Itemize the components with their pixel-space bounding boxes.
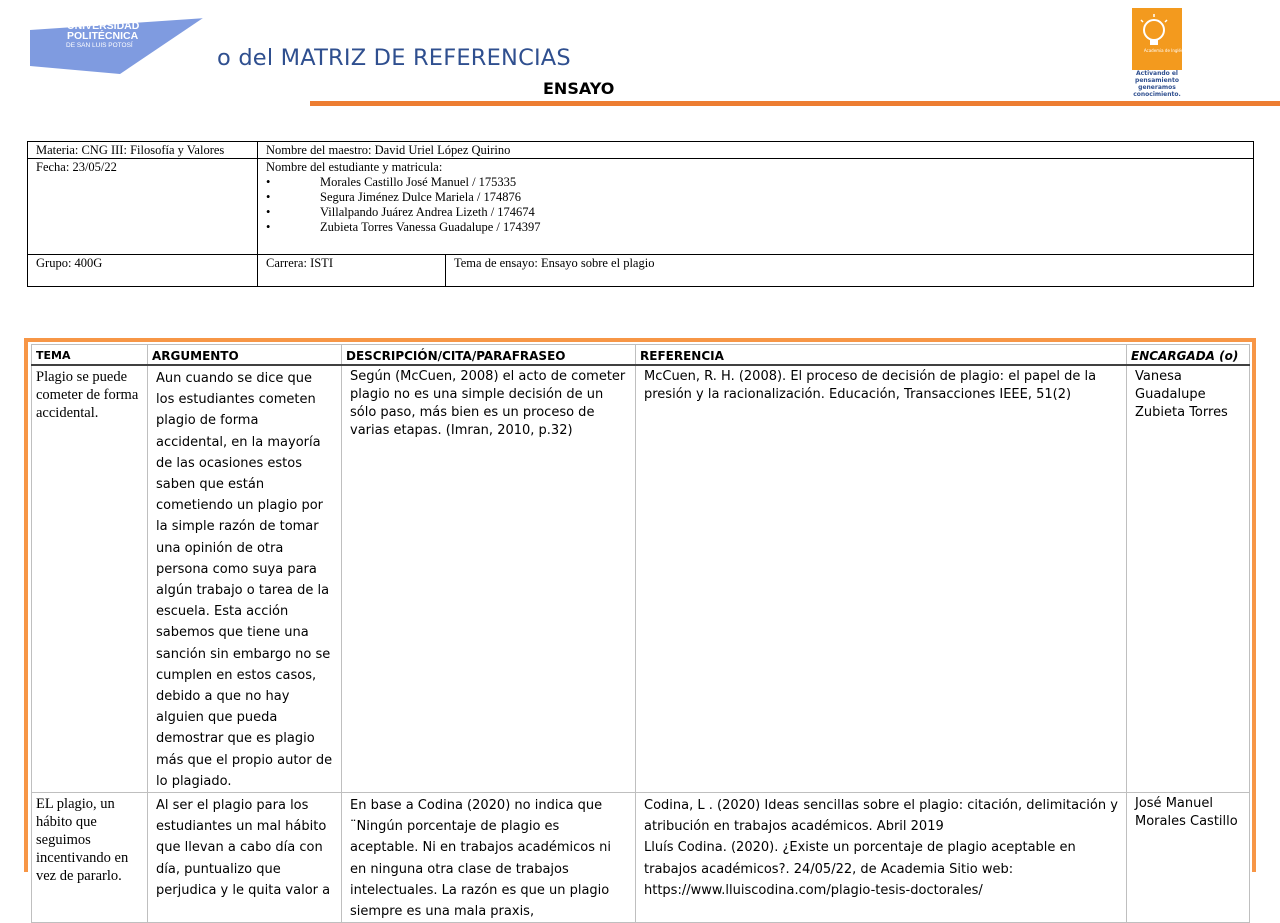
bullet: • [266,175,271,189]
students-label: Nombre del estudiante y matricula: [266,160,443,174]
logo-line-3: DE SAN LUIS POTOSÍ [66,42,133,49]
career-cell: Carrera: ISTI [258,255,446,287]
academy-tagline: Activando el pensamiento generamos conocimiento. [1133,70,1181,98]
university-logo-graphic [30,16,206,74]
university-logo [30,16,206,74]
bullet: • [266,205,271,219]
student-name: Segura Jiménez Dulce Mariela / 174876 [320,190,521,204]
referencia-cell [636,793,1127,923]
document-subtitle: ENSAYO [543,79,615,98]
header-divider [310,101,1280,106]
reference-entry: Lluís Codina. (2020). ¿Existe un porcentaje de plagio aceptable en trabajos académicos?. 24/05/22, de Academia Sitio web: https://www.lluiscodina.com/plagio-tesis-doctorales/ [644,840,1076,898]
academy-logo [1117,8,1201,98]
encargada-cell: Vanesa Guadalupe Zubieta Torres [1127,365,1250,793]
logo-line-2: POLITÉCNICA [67,30,139,42]
tema-cell: EL plagio, un hábito que seguimos incentivando en vez de pararlo. [32,793,148,923]
logo-line-1: UNIVERSIDAD [67,20,140,32]
date-cell: Fecha: 23/05/22 [28,159,258,255]
document-title: o del MATRIZ DE REFERENCIAS [217,45,571,71]
student-item [266,175,1245,190]
student-item [266,205,1245,220]
descripcion-cell: Según (McCuen, 2008) el acto de cometer plagio no es una simple decisión de un sólo paso, más bien es un proceso de varias etapas. (Imran, 2010, p.32) [342,365,636,793]
teacher-cell: Nombre del maestro: David Uriel López Quirino [258,142,1254,159]
student-name: Villalpando Juárez Andrea Lizeth / 174674 [320,205,535,219]
student-item [266,190,1245,205]
header-descripcion: DESCRIPCIÓN/CITA/PARAFRASEO [342,345,636,366]
group-cell: Grupo: 400G [28,255,258,287]
course-info-table [27,141,1254,287]
matrix-header-row [32,345,1250,366]
reference-matrix-table [31,344,1250,923]
subject-cell: Materia: CNG III: Filosofía y Valores [28,142,258,159]
table-row [32,365,1250,793]
student-item [266,220,1245,235]
tema-cell: Plagio se puede cometer de forma accidental. [32,365,148,793]
reference-entry: Codina, L . (2020) Ideas sencillas sobre el plagio: citación, delimitación y atribución en trabajos académicos. Abril 2019 [644,798,1118,835]
student-name: Zubieta Torres Vanessa Guadalupe / 174397 [320,220,541,234]
essay-topic-cell: Tema de ensayo: Ensayo sobre el plagio [446,255,1254,287]
header-encargada: ENCARGADA (o) [1127,345,1250,366]
bullet: • [266,190,271,204]
referencia-cell: McCuen, R. H. (2008). El proceso de decisión de plagio: el papel de la presión y la racionalización. Educación, Transacciones IEEE, 51(2) [636,365,1127,793]
table-row [32,793,1250,923]
students-cell [258,159,1254,255]
academy-box-text: Academia de Inglés General [1143,48,1201,53]
argumento-cell: Al ser el plagio para los estudiantes un mal hábito que llevan a cabo día con día, puntualizo que perjudica y le quita valor a [148,793,342,923]
header-referencia: REFERENCIA [636,345,1127,366]
bullet: • [266,220,271,234]
header-tema: TEMA [32,345,148,366]
argumento-cell: Aun cuando se dice que los estudiantes cometen plagio de forma accidental, en la mayoría de las ocasiones estos saben que están cometiendo un plagio por la simple razón de tomar una opinión de otra persona como suya para algún trabajo o tarea de la escuela. Esta acción sabemos que tiene una sanción sin embargo no se cumplen en estos casos, debido a que no hay alguien que pueda demostrar que es plagio más que el propio autor de lo plagiado. [148,365,342,793]
header-argumento: ARGUMENTO [148,345,342,366]
academy-logo-box [1132,8,1201,70]
lightbulb-icon [1132,8,1201,70]
descripcion-cell: En base a Codina (2020) no indica que ¨Ningún porcentaje de plagio es aceptable. Ni en trabajos académicos ni en ninguna otra clase de trabajos intelectuales. La razón es que un plagio siempre es una mala praxis, [342,793,636,923]
student-name: Morales Castillo José Manuel / 175335 [320,175,517,189]
encargada-cell: José Manuel Morales Castillo [1127,793,1250,923]
